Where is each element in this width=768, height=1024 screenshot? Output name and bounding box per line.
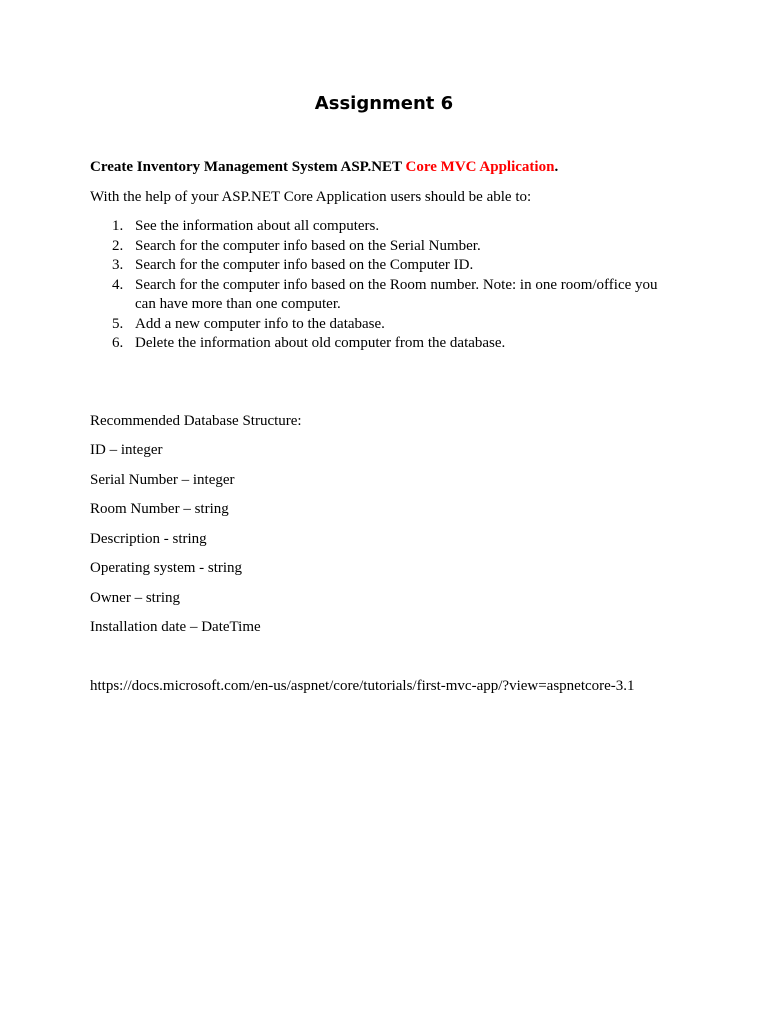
heading-end-text: . [554, 159, 559, 175]
database-field: Owner – string [90, 589, 180, 606]
heading-main-text: Create Inventory Management System ASP.NET [90, 159, 406, 175]
intro-paragraph: With the help of your ASP.NET Core Application users should be able to: [90, 188, 532, 205]
requirement-item: Search for the computer info based on the Computer ID. [135, 257, 474, 273]
requirement-item: Search for the computer info based on the Room number. Note: in one room/office you can have more than one computer. [135, 276, 658, 312]
database-field: ID – integer [90, 442, 163, 458]
database-structure-section [90, 412, 680, 638]
database-field: Operating system - string [90, 560, 243, 576]
database-field: Installation date – DateTime [90, 619, 261, 635]
database-field: Serial Number – integer [90, 471, 235, 488]
document-title: Assignment 6 [314, 93, 454, 114]
assignment-heading [90, 158, 680, 178]
document-body [90, 158, 680, 696]
requirements-list [90, 217, 680, 354]
requirement-item: Add a new computer info to the database. [135, 315, 385, 332]
requirement-item: Search for the computer info based on the Serial Number. [135, 237, 481, 254]
database-field: Description - string [90, 530, 207, 547]
reference-link-text: https://docs.microsoft.com/en-us/aspnet/core/tutorials/first-mvc-app/?view=aspnetcore-3.1 [90, 677, 635, 694]
database-field: Room Number – string [90, 501, 229, 517]
requirement-item: Delete the information about old computer from the database. [135, 335, 506, 351]
requirement-item: See the information about all computers. [135, 218, 380, 234]
database-structure-heading: Recommended Database Structure: [90, 412, 302, 429]
heading-accent-text: Core MVC Application [405, 159, 555, 175]
